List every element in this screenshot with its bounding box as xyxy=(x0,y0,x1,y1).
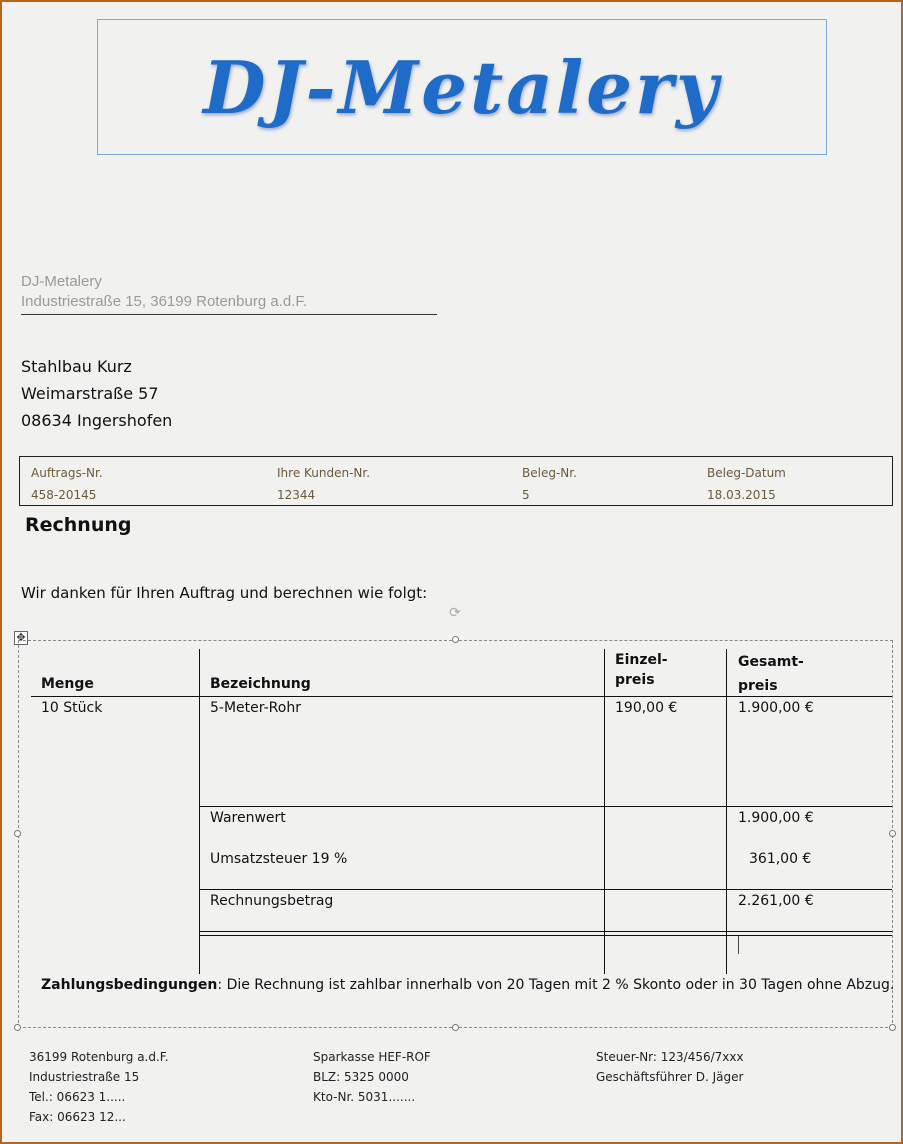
payment-terms xyxy=(41,977,894,993)
betrag-value[interactable]: 2.261,00 € xyxy=(738,893,814,909)
footer-line: 36199 Rotenburg a.d.F. xyxy=(29,1050,169,1064)
item-bezeichnung[interactable]: 5-Meter-Rohr xyxy=(210,700,301,716)
resize-handle[interactable] xyxy=(889,1024,896,1031)
rotate-icon[interactable]: ⟳ xyxy=(449,605,461,621)
header-gesamtpreis xyxy=(738,650,804,698)
ref-kunden-nr xyxy=(277,462,370,506)
text-cursor xyxy=(738,936,739,954)
logo-text: DJ-Metalery xyxy=(203,44,721,130)
ref-value: 18.03.2015 xyxy=(707,488,776,502)
warenwert-label: Warenwert xyxy=(210,810,286,826)
document-title: Rechnung xyxy=(25,514,132,536)
betrag-label: Rechnungsbetrag xyxy=(210,893,334,909)
header-einzel-line2: preis xyxy=(615,672,655,688)
item-menge[interactable]: 10 Stück xyxy=(41,700,103,716)
ust-label: Umsatzsteuer 19 % xyxy=(210,851,348,867)
resize-handle[interactable] xyxy=(14,830,21,837)
payment-text: : Die Rechnung ist zahlbar innerhalb von 20 Tagen mit 2 % Skonto oder in 30 Tagen ohne Abzug. xyxy=(217,977,895,993)
header-menge: Menge xyxy=(41,676,94,692)
row-rule xyxy=(199,931,892,932)
reference-box xyxy=(19,456,893,506)
column-rule xyxy=(604,649,605,974)
recipient-street: Weimarstraße 57 xyxy=(21,384,159,403)
item-einzelpreis[interactable]: 190,00 € xyxy=(615,700,678,716)
footer-line: Industriestraße 15 xyxy=(29,1070,140,1084)
recipient-company: Stahlbau Kurz xyxy=(21,357,132,376)
footer-line: Fax: 06623 12... xyxy=(29,1110,126,1124)
sender-name: DJ-Metalery xyxy=(21,273,102,290)
ref-label: Beleg-Nr. xyxy=(522,466,577,480)
footer-line: BLZ: 5325 0000 xyxy=(313,1070,409,1084)
header-einzel-line1: Einzel- xyxy=(615,652,668,668)
footer-line: Kto-Nr. 5031....... xyxy=(313,1090,416,1104)
warenwert-value[interactable]: 1.900,00 € xyxy=(738,810,814,826)
resize-handle[interactable] xyxy=(452,1024,459,1031)
resize-handle[interactable] xyxy=(14,1024,21,1031)
recipient-address xyxy=(21,353,172,434)
row-rule xyxy=(199,806,892,807)
ust-value[interactable]: 361,00 € xyxy=(749,851,812,867)
header-gesamt-line1: Gesamt- xyxy=(738,654,804,670)
footer-line: Geschäftsführer D. Jäger xyxy=(596,1070,744,1084)
ref-value: 5 xyxy=(522,488,530,502)
footer-line: Tel.: 06623 1..... xyxy=(29,1090,126,1104)
resize-handle[interactable] xyxy=(889,830,896,837)
recipient-city: 08634 Ingershofen xyxy=(21,411,173,430)
footer-line: Sparkasse HEF-ROF xyxy=(313,1050,431,1064)
footer-line: Steuer-Nr: 123/456/7xxx xyxy=(596,1050,744,1064)
ref-beleg-datum xyxy=(707,462,786,506)
logo-box[interactable] xyxy=(97,19,827,155)
resize-handle[interactable] xyxy=(452,636,459,643)
intro-text: Wir danken für Ihren Auftrag und berechnen wie folgt: xyxy=(21,584,428,602)
ref-label: Auftrags-Nr. xyxy=(31,466,103,480)
ref-label: Ihre Kunden-Nr. xyxy=(277,466,371,480)
footer-bank xyxy=(313,1047,431,1107)
header-bezeichnung: Bezeichnung xyxy=(210,676,311,692)
row-rule xyxy=(199,935,892,936)
ref-auftrags-nr xyxy=(31,462,103,506)
footer-tax xyxy=(596,1047,744,1087)
column-rule xyxy=(199,649,200,974)
payment-label: Zahlungsbedingungen xyxy=(41,977,218,993)
header-einzelpreis xyxy=(615,650,668,690)
item-gesamtpreis[interactable]: 1.900,00 € xyxy=(738,700,814,716)
move-handle-icon[interactable]: ✥ xyxy=(14,631,28,645)
sender-address xyxy=(21,272,437,315)
row-rule xyxy=(199,889,892,890)
column-rule xyxy=(726,649,727,974)
ref-label: Beleg-Datum xyxy=(707,466,786,480)
footer-address xyxy=(29,1047,169,1127)
sender-street: Industriestraße 15, 36199 Rotenburg a.d.F. xyxy=(21,293,308,310)
ref-value: 12344 xyxy=(277,488,316,502)
ref-value: 458-20145 xyxy=(31,488,97,502)
header-gesamt-line2: preis xyxy=(738,678,778,694)
ref-beleg-nr xyxy=(522,462,577,506)
